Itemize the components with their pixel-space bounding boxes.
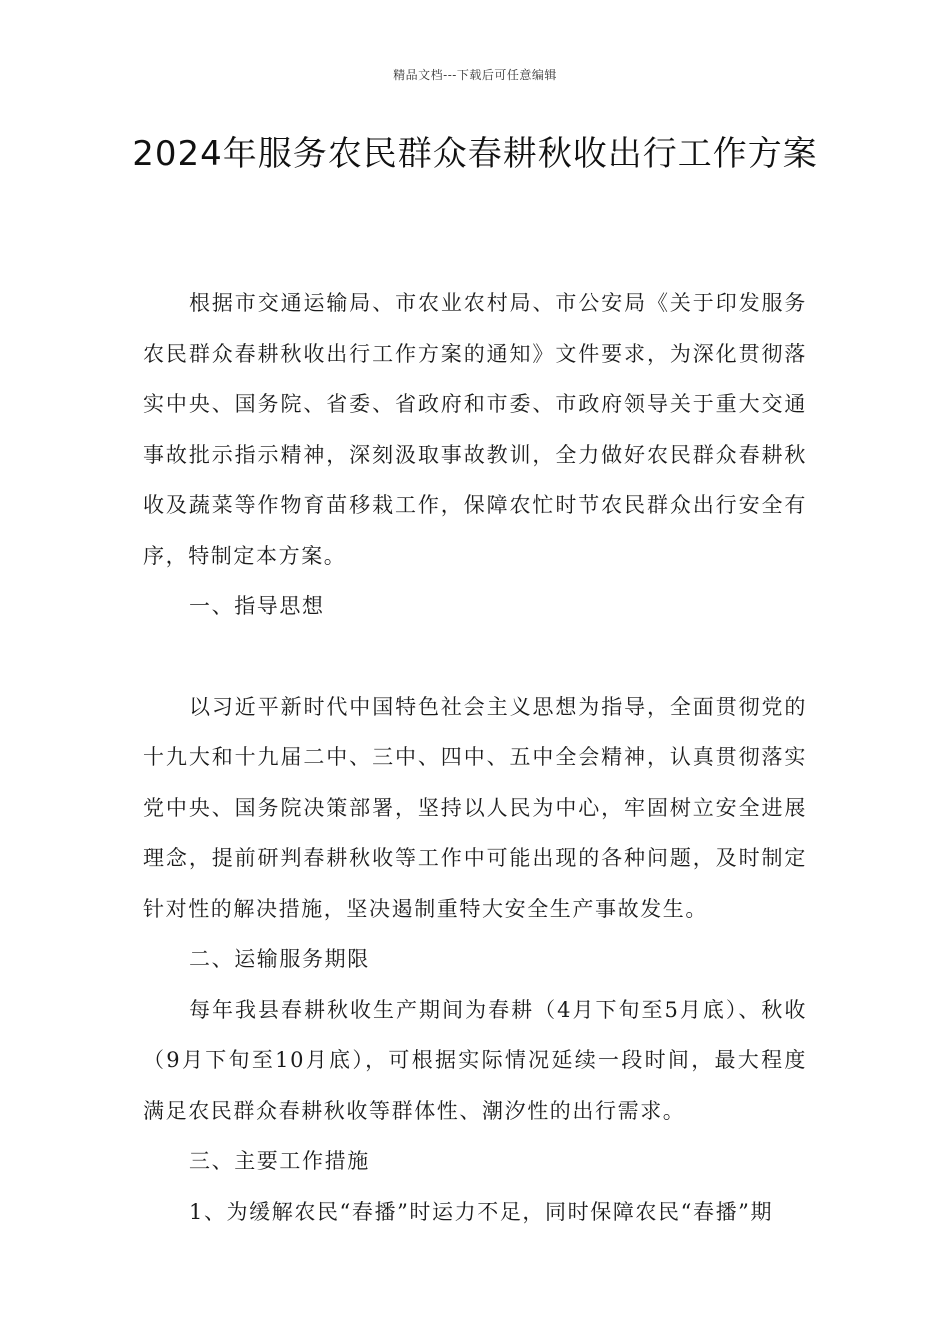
header-note: 精品文档---下载后可任意编辑 [393,68,557,82]
document-body [143,278,807,1237]
section-heading-1: 一、指导思想 [189,594,325,618]
section-heading-2: 二、运输服务期限 [189,947,370,971]
section-paragraph-2: 每年我县春耕秋收生产期间为春耕（4月下旬至5月底）、秋收（9月下旬至10月底），可根据实际情况延续一段时间，最大程度满足农民群众春耕秋收等群体性、潮汐性的出行需求。 [143,997,807,1123]
section-paragraph-1: 以习近平新时代中国特色社会主义思想为指导，全面贯彻党的十九大和十九届二中、三中、四中、五中全会精神，认真贯彻落实党中央、国务院决策部署，坚持以人民为中心，牢固树立安全进展理念，提前研判春耕秋收等工作中可能出现的各种问题，及时制定针对性的解决措施，坚决遏制重特大安全生产事故发生。 [143,694,807,921]
document-title: 2024年服务农民群众春耕秋收出行工作方案 [132,134,818,174]
section-heading-3: 三、主要工作措施 [189,1149,370,1173]
section-paragraph-3: 1、为缓解农民“春播”时运力不足，同时保障农民“春播”期 [189,1199,774,1224]
spacer [143,632,807,682]
intro-paragraph: 根据市交通运输局、市农业农村局、市公安局《关于印发服务农民群众春耕秋收出行工作方案的通知》文件要求，为深化贯彻落实中央、国务院、省委、省政府和市委、市政府领导关于重大交通事故批示指示精神，深刻汲取事故教训，全力做好农民群众春耕秋收及蔬菜等作物育苗移栽工作，保障农忙时节农民群众出行安全有序，特制定本方案。 [143,291,807,568]
